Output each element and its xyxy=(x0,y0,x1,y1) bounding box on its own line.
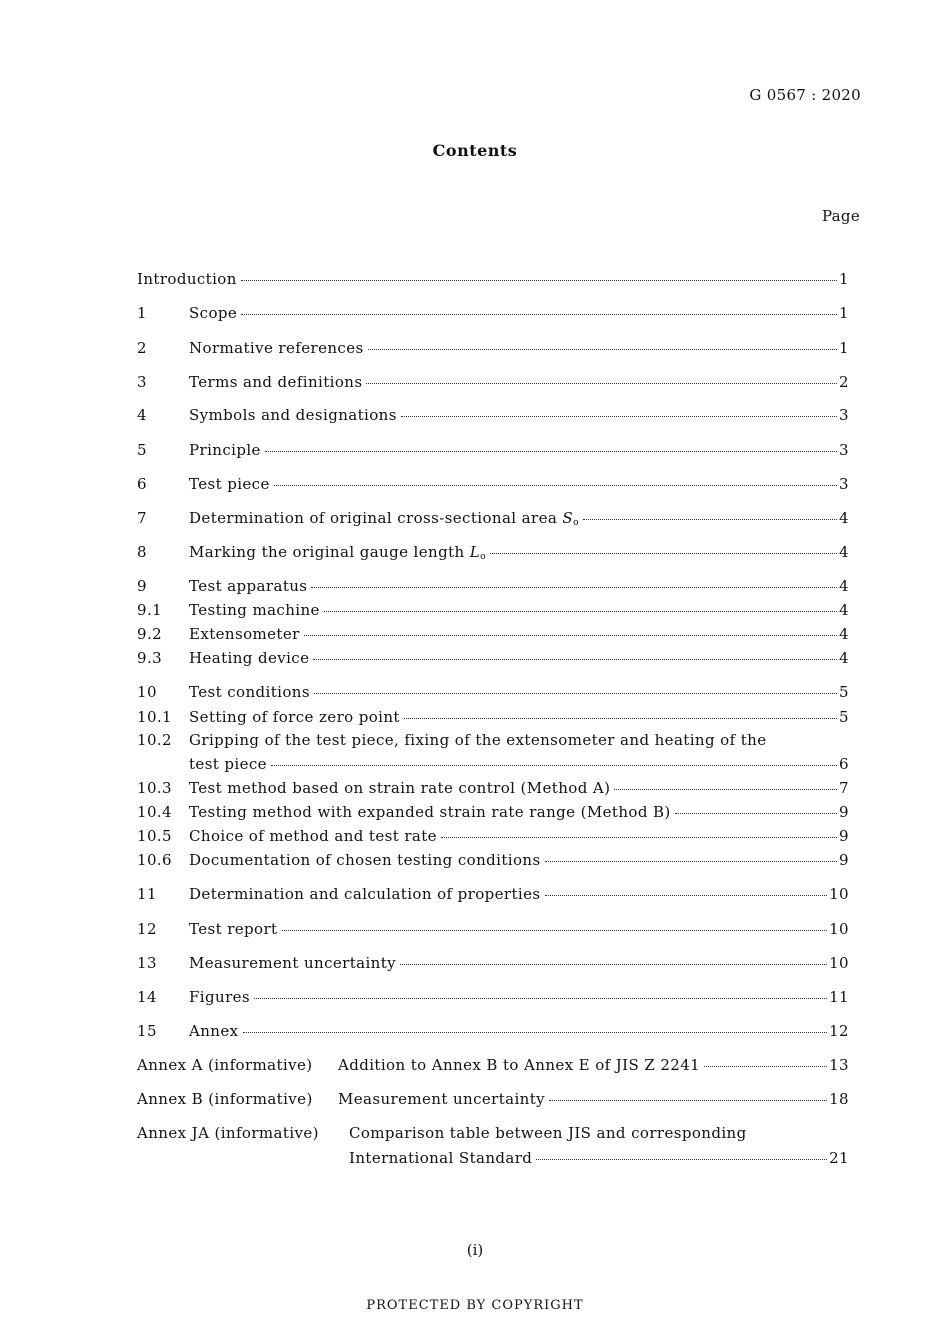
leader-dots xyxy=(549,1100,827,1101)
toc-entry-label: Normative references xyxy=(189,339,364,357)
toc-entry-label xyxy=(189,543,486,562)
toc-annex-ja[interactable] xyxy=(137,1124,849,1144)
toc-entry-page: 7 xyxy=(839,779,849,797)
toc-entry-number: 9.2 xyxy=(137,625,163,643)
toc-entry[interactable] xyxy=(137,954,849,974)
toc-entry[interactable] xyxy=(137,920,849,940)
toc-entry-page: 6 xyxy=(839,755,849,773)
toc-entry-page: 5 xyxy=(839,708,849,726)
toc-entry-label: Gripping of the test piece, fixing of the extensometer and heating of the xyxy=(189,731,767,749)
toc-entry-number: 15 xyxy=(137,1022,157,1040)
leader-dots xyxy=(311,587,837,588)
toc-entry-page: 4 xyxy=(839,601,849,619)
toc-entry-page: 3 xyxy=(839,441,849,459)
toc-entry-page: 3 xyxy=(839,475,849,493)
toc-entry-number: 5 xyxy=(137,441,147,459)
toc-entry-number: 9.1 xyxy=(137,601,163,619)
toc-entry-page: 12 xyxy=(829,1022,849,1040)
leader-dots xyxy=(243,1032,828,1033)
leader-dots xyxy=(536,1159,827,1160)
toc-entry-page: 9 xyxy=(839,803,849,821)
toc-annex-b[interactable] xyxy=(137,1090,849,1110)
leader-dots xyxy=(368,349,837,350)
area-symbol: S xyxy=(562,509,574,527)
annex-designation: Annex JA (informative) xyxy=(137,1124,319,1142)
copyright-notice: PROTECTED BY COPYRIGHT xyxy=(366,1298,584,1313)
toc-entry[interactable] xyxy=(137,708,849,728)
annex-title: Comparison table between JIS and corresponding xyxy=(349,1124,747,1142)
toc-entry[interactable] xyxy=(137,683,849,703)
toc-entry-number: 7 xyxy=(137,509,147,527)
toc-entry[interactable] xyxy=(137,373,849,393)
toc-entry-page: 13 xyxy=(829,1056,849,1074)
toc-entry-label: Testing method with expanded strain rate range (Method B) xyxy=(189,803,671,821)
page-title: Contents xyxy=(432,141,518,160)
leader-dots xyxy=(401,416,837,417)
toc-entry-page: 11 xyxy=(829,988,849,1006)
leader-dots xyxy=(241,280,837,281)
toc-entry-page: 18 xyxy=(829,1090,849,1108)
length-symbol: L xyxy=(469,543,481,561)
page-column-label: Page xyxy=(821,207,860,225)
leader-dots xyxy=(404,718,837,719)
toc-entry-label: Scope xyxy=(189,304,238,322)
toc-entry-label: Test apparatus xyxy=(189,577,308,595)
leader-dots xyxy=(545,861,837,862)
toc-entry-number: 10.5 xyxy=(137,827,172,845)
toc-entry-label: Test method based on strain rate control (Method A) xyxy=(189,779,611,797)
toc-entry[interactable] xyxy=(137,475,849,495)
toc-entry-label: Testing machine xyxy=(189,601,320,619)
toc-entry[interactable] xyxy=(137,441,849,461)
leader-dots xyxy=(271,765,837,766)
toc-entry-label: Introduction xyxy=(137,270,237,288)
toc-entry-label: Choice of method and test rate xyxy=(189,827,437,845)
toc-entry-page: 2 xyxy=(839,373,849,391)
toc-entry-label: Terms and definitions xyxy=(189,373,363,391)
toc-entry-label: Test piece xyxy=(189,475,270,493)
annex-designation: Annex A (informative) xyxy=(137,1056,313,1074)
toc-entry[interactable] xyxy=(137,1022,849,1042)
toc-entry-page: 4 xyxy=(839,577,849,595)
toc-entry-number: 6 xyxy=(137,475,147,493)
toc-entry[interactable] xyxy=(137,851,849,871)
leader-dots xyxy=(675,813,837,814)
toc-entry-label: Annex xyxy=(189,1022,239,1040)
toc-entry-number: 2 xyxy=(137,339,147,357)
toc-entry-number: 3 xyxy=(137,373,147,391)
page-number: (i) xyxy=(466,1241,484,1259)
toc-entry-number: 10.4 xyxy=(137,803,172,821)
toc-entry[interactable] xyxy=(137,543,849,563)
toc-entry-number: 1 xyxy=(137,304,147,322)
toc-entry-page: 4 xyxy=(839,625,849,643)
toc-entry-label xyxy=(189,509,579,528)
area-symbol-subscript: o xyxy=(573,518,579,528)
toc-entry-page: 10 xyxy=(829,885,849,903)
leader-dots xyxy=(313,659,837,660)
toc-entry-text: Determination of original cross-sectional area xyxy=(189,509,558,527)
toc-entry-page: 4 xyxy=(839,649,849,667)
toc-entry-continuation[interactable] xyxy=(137,755,849,775)
leader-dots xyxy=(704,1066,827,1067)
toc-entry-introduction[interactable] xyxy=(137,270,849,290)
toc-entry-number: 10.3 xyxy=(137,779,172,797)
leader-dots xyxy=(366,383,837,384)
toc-entry-label: Test report xyxy=(189,920,278,938)
toc-entry-number: 13 xyxy=(137,954,157,972)
toc-entry-number: 9 xyxy=(137,577,147,595)
toc-entry-number: 9.3 xyxy=(137,649,163,667)
toc-entry[interactable] xyxy=(137,779,849,799)
toc-entry[interactable] xyxy=(137,649,849,669)
toc-entry-number: 12 xyxy=(137,920,157,938)
toc-entry-number: 4 xyxy=(137,406,147,424)
toc-annex-ja-continuation[interactable] xyxy=(137,1149,849,1169)
toc-entry[interactable] xyxy=(137,339,849,359)
toc-entry-page: 4 xyxy=(839,543,849,561)
leader-dots xyxy=(314,693,837,694)
toc-entry-number: 14 xyxy=(137,988,157,1006)
toc-entry-page: 10 xyxy=(829,920,849,938)
toc-entry-page: 9 xyxy=(839,851,849,869)
annex-title-continued: International Standard xyxy=(349,1149,533,1167)
toc-entry-number: 11 xyxy=(137,885,157,903)
leader-dots xyxy=(254,998,827,999)
toc-entry[interactable] xyxy=(137,988,849,1008)
document-id: G 0567 : 2020 xyxy=(749,86,861,104)
toc-entry[interactable] xyxy=(137,731,849,751)
toc-entry-page: 1 xyxy=(839,304,849,322)
toc-entry[interactable] xyxy=(137,577,849,597)
toc-entry-page: 1 xyxy=(839,270,849,288)
toc-entry-label: Determination and calculation of properties xyxy=(189,885,541,903)
length-symbol-subscript: o xyxy=(480,552,486,562)
toc-entry-page: 9 xyxy=(839,827,849,845)
toc-entry[interactable] xyxy=(137,406,849,426)
toc-entry-number: 8 xyxy=(137,543,147,561)
toc-entry-number: 10 xyxy=(137,683,157,701)
toc-entry-label: Figures xyxy=(189,988,251,1006)
toc-entry-label: Test conditions xyxy=(189,683,310,701)
toc-entry-number: 10.2 xyxy=(137,731,172,749)
toc-entry[interactable] xyxy=(137,625,849,645)
leader-dots xyxy=(282,930,828,931)
toc-entry-label: Setting of force zero point xyxy=(189,708,400,726)
toc-entry-page: 5 xyxy=(839,683,849,701)
toc-entry[interactable] xyxy=(137,885,849,905)
toc-entry-page: 4 xyxy=(839,509,849,527)
toc-entry-page: 3 xyxy=(839,406,849,424)
leader-dots xyxy=(490,553,837,554)
toc-entry-label: Documentation of chosen testing conditions xyxy=(189,851,541,869)
annex-title: Addition to Annex B to Annex E of JIS Z 2241 xyxy=(338,1056,701,1074)
toc-entry-label: Extensometer xyxy=(189,625,300,643)
toc-entry[interactable] xyxy=(137,803,849,823)
leader-dots xyxy=(304,635,837,636)
leader-dots xyxy=(400,964,827,965)
toc-entry-label: Symbols and designations xyxy=(189,406,397,424)
toc-entry[interactable] xyxy=(137,601,849,621)
toc-entry[interactable] xyxy=(137,827,849,847)
toc-entry-number: 10.1 xyxy=(137,708,172,726)
leader-dots xyxy=(324,611,837,612)
leader-dots xyxy=(274,485,837,486)
toc-entry-label-continued: test piece xyxy=(189,755,267,773)
toc-entry-page: 10 xyxy=(829,954,849,972)
leader-dots xyxy=(441,837,837,838)
toc-annex-a[interactable] xyxy=(137,1056,849,1076)
toc-entry[interactable] xyxy=(137,304,849,324)
toc-entry-label: Measurement uncertainty xyxy=(189,954,397,972)
annex-designation: Annex B (informative) xyxy=(137,1090,313,1108)
toc-entry-label: Principle xyxy=(189,441,261,459)
toc-entry-text: Marking the original gauge length xyxy=(189,543,465,561)
leader-dots xyxy=(545,895,828,896)
leader-dots xyxy=(265,451,837,452)
annex-title: Measurement uncertainty xyxy=(338,1090,546,1108)
toc-entry-number: 10.6 xyxy=(137,851,172,869)
leader-dots xyxy=(241,314,837,315)
toc-entry[interactable] xyxy=(137,509,849,529)
leader-dots xyxy=(614,789,837,790)
toc-entry-label: Heating device xyxy=(189,649,310,667)
toc-entry-page: 1 xyxy=(839,339,849,357)
toc-entry-page: 21 xyxy=(829,1149,849,1167)
leader-dots xyxy=(583,519,837,520)
